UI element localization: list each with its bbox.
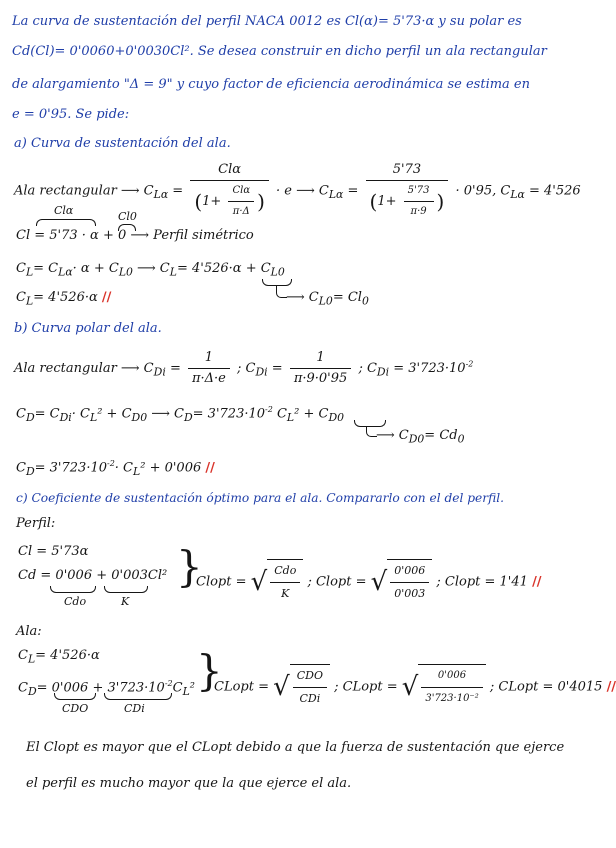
a-rect-label: Ala rectangular ⟶ C: [14, 183, 154, 199]
a-cla2-sub: Lα: [328, 188, 344, 202]
a-frac2-num: 5'73: [366, 160, 449, 181]
b-rect-label: Ala rectangular ⟶ C: [14, 361, 154, 376]
b-res-tail: · C: [114, 460, 134, 476]
b-fraction-2: [290, 348, 351, 389]
a-l3-sub5: L0: [270, 265, 285, 279]
b-l2-d: · C: [71, 406, 90, 422]
c-ala-mark: //: [606, 679, 616, 695]
c-a-sqrt1: √ $\frac{\text{CDO}}{\text{CDi}}$: [273, 664, 330, 710]
a-frac2-inner-den: π·9: [410, 206, 427, 217]
a-frac2-inner-num: 5'73: [404, 181, 434, 202]
c-p-opt1: Clopt =: [196, 574, 247, 590]
a-fraction-2: [366, 160, 449, 222]
c-p-rad1-den: K: [281, 587, 290, 600]
b-res-eq: = 3'723·10: [34, 460, 107, 476]
a-hook-eq: = Cl: [332, 290, 362, 305]
b-frac2-num: 1: [290, 348, 351, 369]
b-tail-exp: -2: [465, 359, 474, 369]
b-l2-sub7: D0: [328, 410, 345, 424]
a-frac2-den-a: 1+: [377, 194, 397, 209]
a-cl-line: Cl = 5'73 · α + 0 ⟶ Perfil simétrico: [16, 228, 254, 243]
a-overbrace-label-clalpha: Clα: [54, 204, 74, 217]
b-tail: ; C: [358, 361, 377, 376]
c-a-rad1-den: CDi: [299, 692, 321, 705]
b-l2-sub3: L: [90, 410, 98, 424]
section-c-title: c) Coeficiente de sustentación óptimo para el ala. Compararlo con el del perfil.: [16, 491, 504, 505]
b-res-sub: D: [25, 464, 35, 478]
a-cl-wing-line: [16, 261, 285, 281]
a-hook-text: [286, 290, 369, 310]
c-p-rad2-num: 0'006: [390, 560, 429, 583]
c-a-l2-exp: -2: [164, 679, 173, 688]
b-tail-val: = 3'723·10: [393, 361, 466, 376]
a-l3-h: = 4'526·α + C: [176, 261, 271, 276]
a-frac1-inner-den: π·Δ: [232, 206, 250, 217]
b-l2-j: C: [272, 406, 287, 422]
a-eq2: =: [347, 183, 359, 199]
a-overbrace-clalpha: [36, 219, 96, 226]
b-res-tail2: ² + 0'006: [140, 460, 202, 476]
c-perfil-cl: Cl = 5'73α: [18, 544, 89, 559]
intro-line-4: e = 0'95. Se pide:: [12, 107, 130, 122]
c-p-opt2: ; Clopt =: [307, 574, 367, 590]
c-p-sqrt1: √ $\frac{\text{Cdo}}{K}$: [251, 559, 304, 605]
c-ala-optimum: [214, 664, 616, 710]
c-p-rad1-num: Cdo: [270, 560, 300, 583]
a-res-c: C: [16, 290, 26, 305]
c-a-res: ; CLopt = 0'4015: [489, 679, 603, 695]
a-fraction-1: [190, 160, 269, 222]
c-ala-underlabel-cdi: CDi: [124, 702, 145, 715]
c-ala-underlabel-cdo: CDO: [62, 702, 89, 715]
b-l2-sub: D: [25, 410, 35, 424]
b-eq: =: [169, 361, 181, 376]
c-a-l2-b: = 0'006 + 3'723·10: [36, 680, 165, 696]
c-a-rad2-num: 0'006: [421, 665, 482, 688]
a-hook-t: ⟶ C: [286, 290, 319, 305]
c-p-res: ; Clopt = 1'41: [436, 574, 528, 590]
a-l3-b: = C: [33, 261, 59, 276]
b-hook-text: [376, 428, 464, 448]
b-result: [16, 456, 215, 480]
c-p-rad2-den: 0'003: [394, 587, 426, 600]
c-ala-label: Ala:: [16, 624, 42, 639]
a-mul-e: · e ⟶ C: [276, 183, 329, 199]
c-a-l1-b: = 4'526·α: [35, 648, 100, 663]
c-perfil-optimum: [196, 559, 542, 605]
b-hook-eq: = Cd: [424, 428, 458, 443]
a-tail-val: = 4'526: [529, 183, 581, 199]
b-sep: ; C: [237, 361, 256, 376]
b-frac1-num: 1: [188, 348, 230, 369]
a-l3-sub2: Lα: [58, 265, 73, 279]
b-result-mark: //: [205, 460, 215, 476]
c-perfil-underbrace-cdo: [50, 586, 96, 593]
b-res-c: C: [16, 460, 26, 476]
a-res-eq: = 4'526·α: [33, 290, 98, 305]
c-perfil-underlabel-k: K: [121, 595, 130, 608]
a-l3-d: · α + C: [72, 261, 119, 276]
b-l2-f: ² + C: [97, 406, 132, 422]
c-a-rad2-den: 3'723·10⁻²: [425, 693, 479, 704]
b-frac2-den: π·9·0'95: [293, 371, 348, 386]
c-a-l1-sub: L: [27, 652, 36, 666]
b-tail-sub: Di: [376, 365, 390, 379]
c-ala-cl: [18, 648, 100, 668]
b-fraction-1: [188, 348, 230, 389]
a-frac1-inner-num: Clα: [228, 181, 254, 202]
b-hook-sub: D0: [408, 432, 425, 446]
c-a-l2-e: ²: [189, 680, 195, 696]
a-result-mark: //: [101, 290, 112, 305]
b-hook-sub2: 0: [457, 432, 465, 446]
c-perfil-underbrace-k: [104, 586, 148, 593]
a-tail-sub: Lα: [510, 188, 525, 202]
intro-line-3: de alargamiento "Δ = 9" y cuyo factor de eficiencia aerodinámica se estima en: [12, 77, 531, 92]
c-a-sqrt2: √ $\frac{0'006}{\text{3'723·10⁻²}}$: [402, 664, 486, 710]
c-perfil-underlabel-cdo: Cdo: [64, 595, 87, 608]
a-l3-f: ⟶ C: [132, 261, 170, 276]
b-cdi2-sub: Di: [255, 365, 268, 379]
c-p-sqrt2: √ $\frac{0'006}{0'003}$: [371, 559, 433, 605]
a-eq: =: [172, 183, 184, 199]
c-perfil-curly-brace: }: [176, 542, 203, 591]
b-l2-sub6: L: [286, 410, 295, 424]
intro-line-2: Cd(Cl)= 0'0060+0'0030Cl². Se desea construir en dicho perfil un ala rectangular: [12, 44, 547, 59]
b-l2-exp: -2: [265, 405, 273, 414]
a-frac1-den-a: 1+: [202, 194, 222, 209]
a-result: [16, 290, 111, 310]
c-a-opt1: CLopt =: [214, 679, 269, 695]
a-frac1-num: Clα: [190, 160, 269, 181]
section-b-title: b) Curva polar del ala.: [14, 321, 162, 336]
b-l2-arrow: ⟶ C: [147, 406, 184, 422]
b-l2-sub5: D: [183, 410, 193, 424]
c-a-l2-sub: D: [27, 684, 37, 698]
a-tail: · 0'95, C: [455, 183, 511, 199]
c-a-l1-c: C: [18, 648, 28, 663]
b-res-exp: -2: [107, 459, 115, 468]
conclusion-line-2: el perfil es mucho mayor que la que ejerce el ala.: [26, 776, 352, 791]
a-l3-sub3: L0: [118, 265, 133, 279]
a-overbrace-label-cl0: Cl0: [118, 210, 137, 223]
b-l2-l: ² + C: [294, 406, 329, 422]
b-cdi-sub: Di: [153, 365, 166, 379]
c-ala-underbrace-cdo: [54, 693, 96, 700]
b-l2-c: C: [16, 406, 26, 422]
b-l2-b: = C: [34, 406, 60, 422]
c-perfil-mark: //: [532, 574, 542, 590]
a-frac1-inner: [228, 181, 254, 222]
a-hook-sub: L0: [318, 294, 333, 308]
b-l2-sub2: Di: [59, 410, 72, 424]
b-l2-sub4: D0: [131, 410, 148, 424]
c-a-l2-c2: C: [172, 680, 183, 696]
a-frac2-inner: [404, 181, 434, 222]
c-ala-underbrace-cdi: [104, 693, 172, 700]
b-l2-i: = 3'723·10: [192, 406, 266, 422]
a-res-sub: L: [25, 294, 34, 308]
a-l3-sub1: L: [25, 265, 34, 279]
c-perfil-label: Perfil:: [16, 516, 56, 531]
c-a-rad1-num: CDO: [293, 665, 327, 688]
a-l3-c: C: [16, 261, 26, 276]
a-lift-slope-formula: [14, 160, 581, 222]
b-res-sub2: L: [133, 464, 141, 478]
c-a-l2-sub2: L: [182, 684, 190, 698]
c-ala-curly-brace: }: [196, 646, 223, 695]
a-frac1-den: (1+ $\frac{\text{Clα}}{\pi\cdot\Delta}$ ): [190, 181, 269, 222]
c-perfil-cd: Cd = 0'006 + 0'003Cl²: [18, 568, 168, 583]
b-hook-t: ⟶ C: [376, 428, 409, 443]
c-a-l2-c: C: [18, 680, 28, 696]
b-induced-formula: [14, 348, 473, 389]
intro-line-1: La curva de sustentación del perfil NACA 0012 es Cl(α)= 5'73·α y su polar es: [12, 14, 522, 29]
b-eq2: =: [271, 361, 283, 376]
a-hook-sub2: 0: [361, 294, 369, 308]
a-frac2-den: (1+ $\frac{5'73}{\pi\cdot 9}$ ): [366, 181, 449, 222]
b-cd-line: [16, 402, 344, 426]
a-l3-sub4: L: [169, 265, 177, 279]
section-a-title: a) Curva de sustentación del ala.: [14, 136, 231, 151]
c-a-opt2: ; CLopt =: [334, 679, 398, 695]
conclusion-line-1: El Clopt es mayor que el CLopt debido a que la fuerza de sustentación que ejerce: [26, 740, 565, 755]
b-frac1-den: π·Δ·e: [191, 371, 226, 386]
a-cla-sub: Lα: [153, 188, 169, 202]
